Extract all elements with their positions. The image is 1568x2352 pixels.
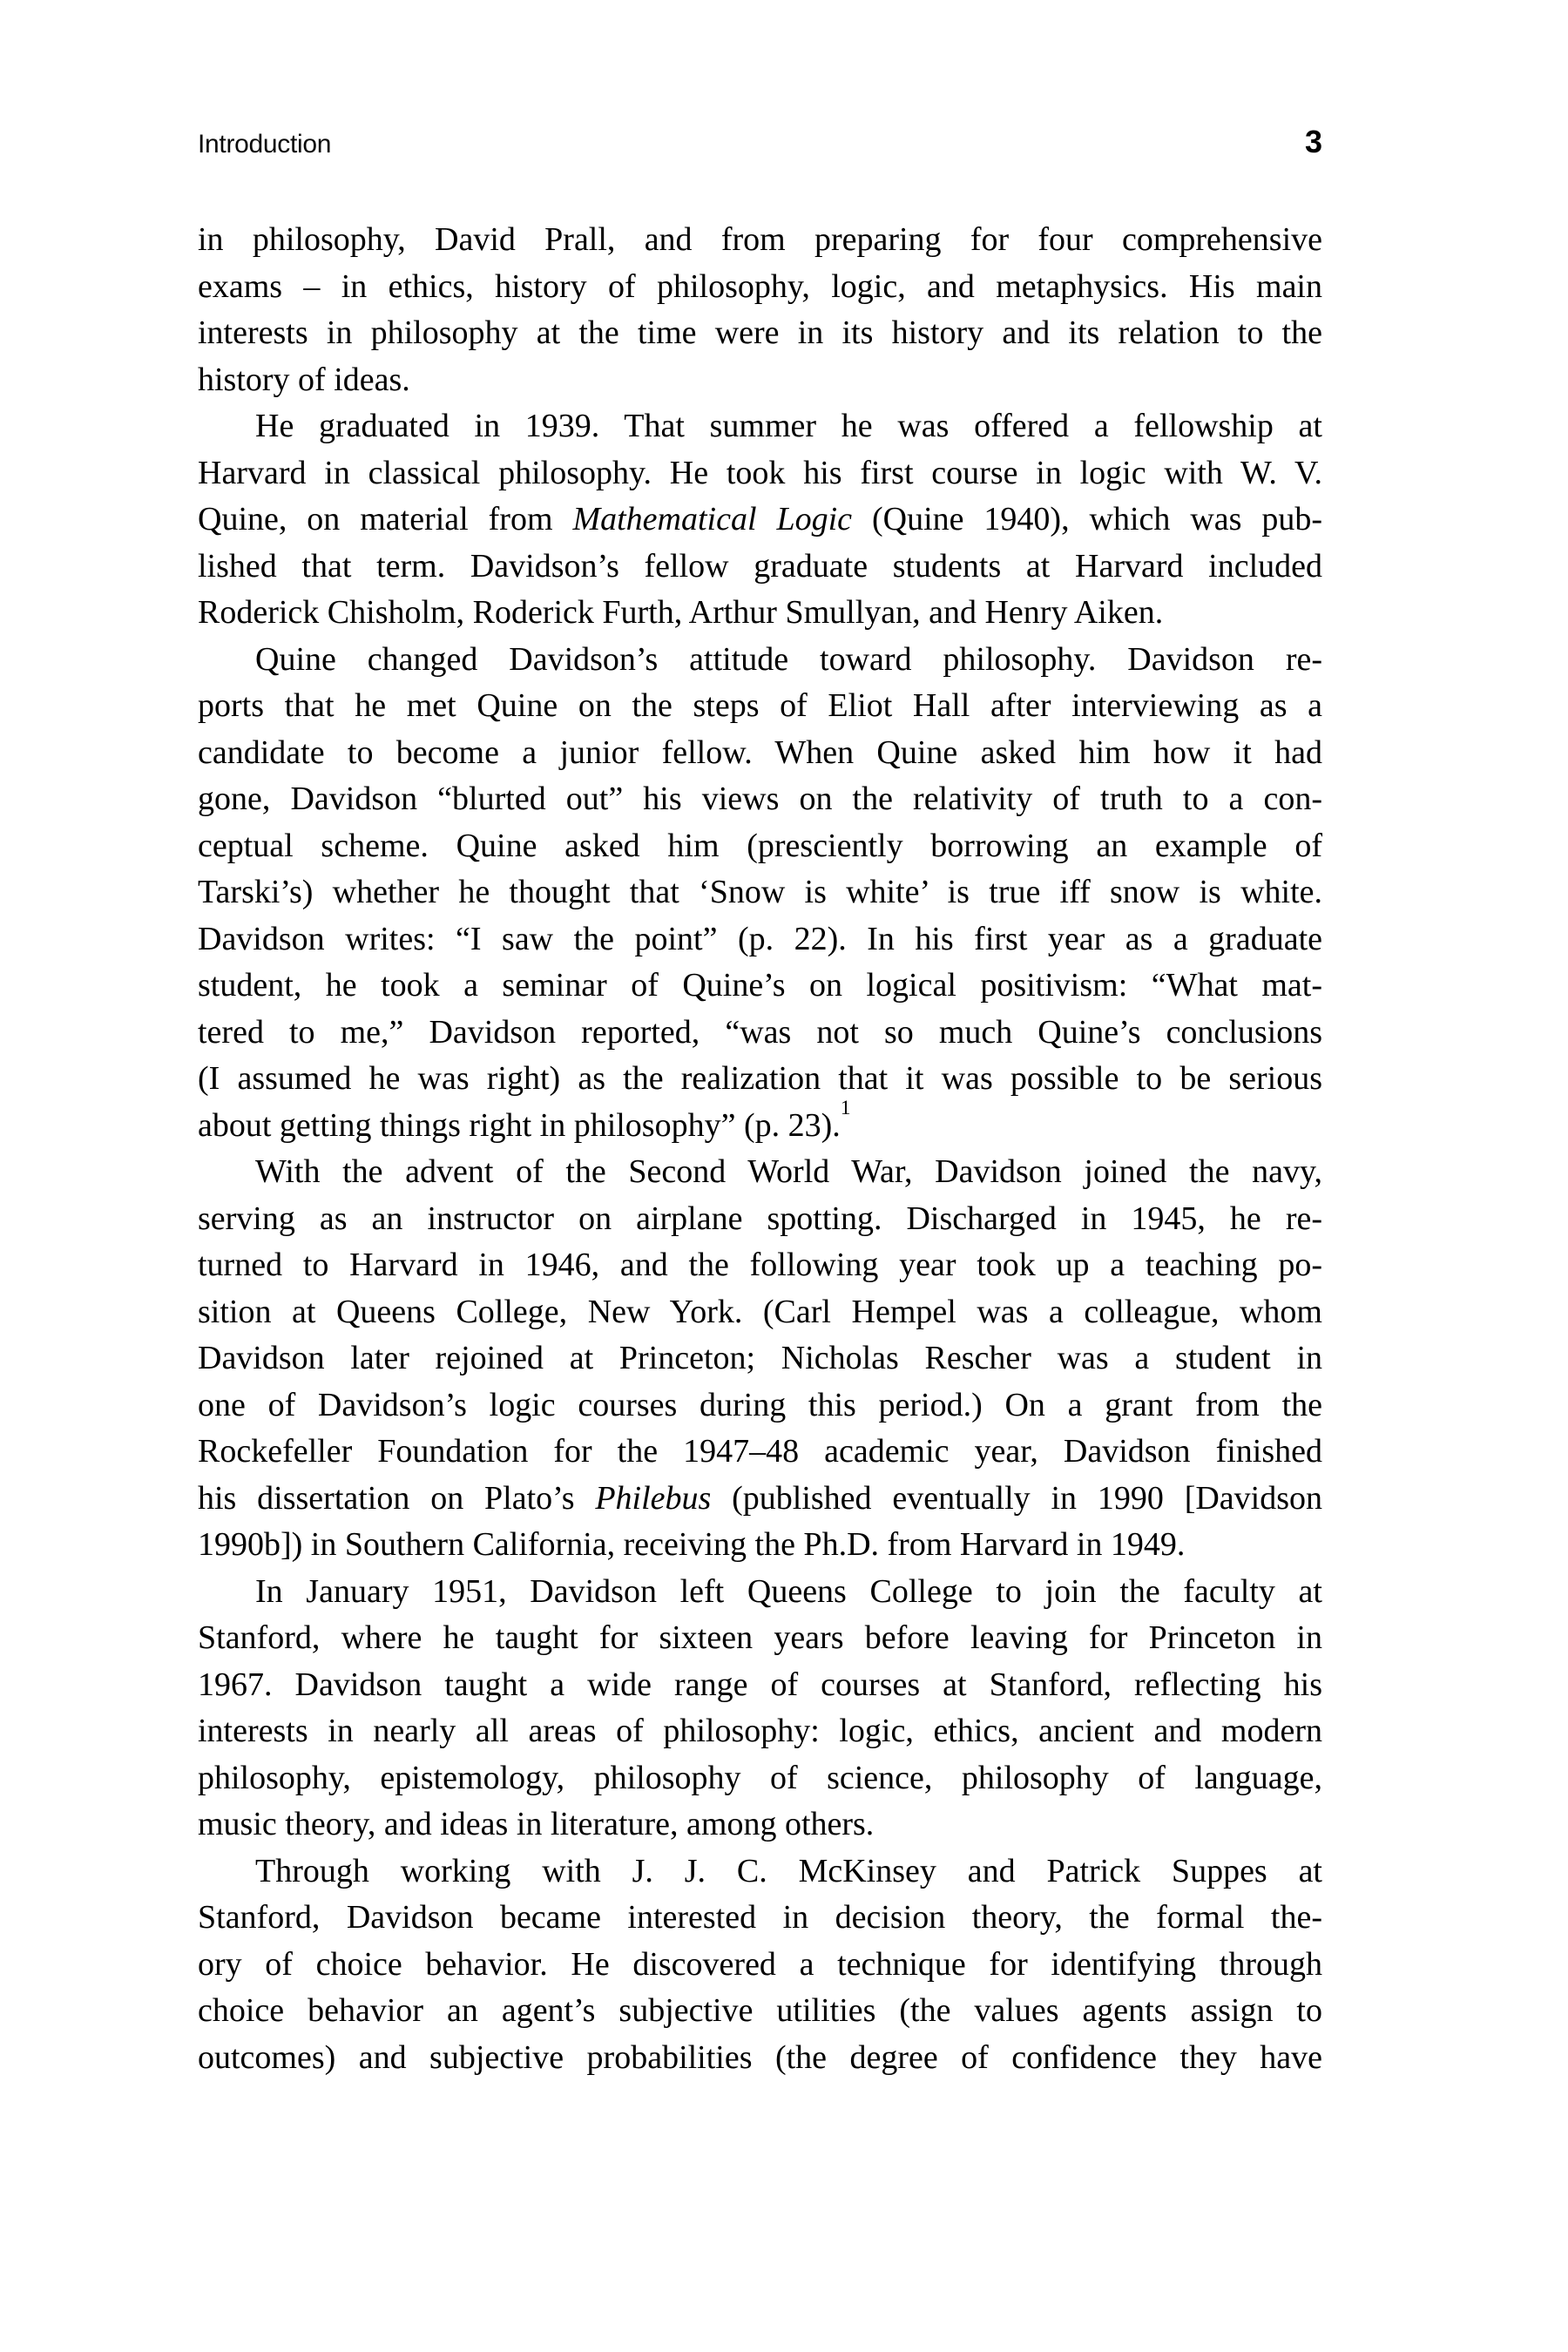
text-segment: outcomes) and subjective probabilities (the degree of confidence they have (198, 2038, 1322, 2076)
text-segment: Rockefeller Foundation for the 1947–48 academic year, Davidson finished (198, 1433, 1322, 1470)
text-segment: philosophy, epistemology, philosophy of science, philosophy of language, (198, 1759, 1322, 1796)
text-segment: (I assumed he was right) as the realization that it was possible to be serious (198, 1060, 1322, 1097)
text-line (198, 1662, 1322, 1709)
text-segment: interests in philosophy at the time were in its history and its relation to the (198, 314, 1322, 351)
text-segment: 1967. Davidson taught a wide range of courses at Stanford, reflecting his (198, 1666, 1322, 1703)
text-segment: ceptual scheme. Quine asked him (presciently borrowing an example of (198, 827, 1322, 864)
text-line (198, 963, 1322, 1010)
text-segment: history of ideas. (198, 361, 410, 398)
text-segment: ports that he met Quine on the steps of Eliot Hall after interviewing as a (198, 687, 1322, 724)
text-segment: 1990b]) in Southern California, receiving the Ph.D. from Harvard in 1949. (198, 1526, 1186, 1563)
text-line (198, 264, 1322, 311)
text-segment: his dissertation on Plato’s (198, 1479, 596, 1517)
text-line (198, 497, 1322, 544)
paragraph-2 (198, 403, 1322, 637)
text-line (198, 310, 1322, 357)
text-line (198, 450, 1322, 497)
body-text (198, 217, 1322, 2081)
text-segment: one of Davidson’s logic courses during this period.) On a grant from the (198, 1386, 1322, 1423)
text-segment: In January 1951, Davidson left Queens College to join the faculty at (255, 1572, 1322, 1610)
text-segment: Roderick Chisholm, Roderick Furth, Arthur Smullyan, and Henry Aiken. (198, 594, 1164, 631)
footnote-marker: 1 (840, 1096, 851, 1119)
text-segment: music theory, and ideas in literature, among others. (198, 1806, 875, 1842)
running-title: Introduction (198, 130, 332, 159)
text-segment: (Quine 1940), which was pub- (852, 501, 1323, 537)
italic-title: Philebus (595, 1479, 712, 1517)
text-line (198, 544, 1322, 591)
text-line (198, 1056, 1322, 1103)
text-segment: Tarski’s) whether he thought that ‘Snow is white’ is true iff snow is white. (198, 874, 1322, 910)
text-segment: Quine changed Davidson’s attitude toward philosophy. Davidson re- (255, 640, 1322, 678)
page-number: 3 (1304, 124, 1322, 159)
text-line (198, 823, 1322, 870)
text-segment: Stanford, where he taught for sixteen years before leaving for Princeton in (198, 1619, 1322, 1656)
text-line (198, 1242, 1322, 1289)
text-line (198, 2035, 1322, 2082)
text-segment: He graduated in 1939. That summer he was offered a fellowship at (255, 408, 1322, 444)
text-line (198, 1988, 1322, 2035)
paragraph-5 (198, 1569, 1322, 1848)
text-segment: interests in nearly all areas of philosophy: logic, ethics, ancient and modern (198, 1713, 1322, 1749)
text-line (198, 1848, 1322, 1896)
text-line (198, 1755, 1322, 1802)
text-segment: ory of choice behavior. He discovered a technique for identifying through (198, 1945, 1322, 1983)
text-segment: (published eventually in 1990 [Davidson (711, 1479, 1322, 1517)
text-segment: exams – in ethics, history of philosophy, logic, and metaphysics. His main (198, 267, 1322, 305)
text-line (198, 1476, 1322, 1523)
text-line (198, 1196, 1322, 1243)
text-segment: candidate to become a junior fellow. When Quine asked him how it had (198, 733, 1322, 771)
text-segment: lished that term. Davidson’s fellow graduate students at Harvard included (198, 547, 1322, 585)
paragraph-4 (198, 1149, 1322, 1569)
text-segment: Quine, on material from (198, 501, 573, 537)
text-line (198, 217, 1322, 264)
text-segment: gone, Davidson “blurted out” his views on the relativity of truth to a con- (198, 781, 1322, 817)
paragraph-3 (198, 637, 1322, 1150)
text-line (198, 1708, 1322, 1755)
text-segment: Davidson writes: “I saw the point” (p. 22). In his first year as a graduate (198, 920, 1322, 957)
text-line (198, 730, 1322, 777)
text-segment: in philosophy, David Prall, and from preparing for four comprehensive (198, 221, 1322, 258)
text-line (198, 683, 1322, 730)
text-segment: sition at Queens College, New York. (Carl Hempel was a colleague, whom (198, 1293, 1322, 1330)
text-segment: With the advent of the Second World War, Davidson joined the navy, (255, 1153, 1322, 1190)
text-line (198, 1010, 1322, 1057)
text-segment: serving as an instructor on airplane spotting. Discharged in 1945, he re- (198, 1200, 1322, 1237)
text-line (198, 1429, 1322, 1476)
running-head (198, 124, 1322, 160)
text-line (198, 637, 1322, 684)
text-line (198, 776, 1322, 823)
text-segment: Through working with J. J. C. McKinsey and Patrick Suppes at (255, 1852, 1322, 1889)
text-line (198, 1522, 1322, 1569)
text-segment: about getting things right in philosophy” (p. 23). (198, 1106, 841, 1144)
text-segment: Davidson later rejoined at Princeton; Nicholas Rescher was a student in (198, 1340, 1322, 1376)
text-line (198, 1149, 1322, 1196)
text-segment: tered to me,” Davidson reported, “was not so much Quine’s conclusions (198, 1013, 1322, 1051)
text-line (198, 1942, 1322, 1989)
text-line (198, 1569, 1322, 1616)
text-line (198, 869, 1322, 916)
text-line (198, 1895, 1322, 1942)
italic-title: Mathematical Logic (572, 501, 853, 537)
text-line (198, 590, 1322, 637)
text-line (198, 1382, 1322, 1429)
text-line (198, 1096, 1322, 1150)
text-line (198, 1289, 1322, 1336)
text-segment: choice behavior an agent’s subjective utilities (the values agents assign to (198, 1992, 1322, 2029)
text-line (198, 1615, 1322, 1662)
text-line (198, 403, 1322, 450)
text-line (198, 916, 1322, 963)
text-line (198, 1335, 1322, 1382)
paragraph-6 (198, 1848, 1322, 2082)
text-segment: Harvard in classical philosophy. He took his first course in logic with W. V. (198, 454, 1322, 491)
text-segment: turned to Harvard in 1946, and the following year took up a teaching po- (198, 1247, 1322, 1283)
paragraph-1 (198, 217, 1322, 403)
text-segment: student, he took a seminar of Quine’s on logical positivism: “What mat- (198, 967, 1322, 1004)
text-line (198, 1801, 1322, 1848)
text-segment: Stanford, Davidson became interested in decision theory, the formal the- (198, 1899, 1322, 1936)
text-line (198, 357, 1322, 404)
